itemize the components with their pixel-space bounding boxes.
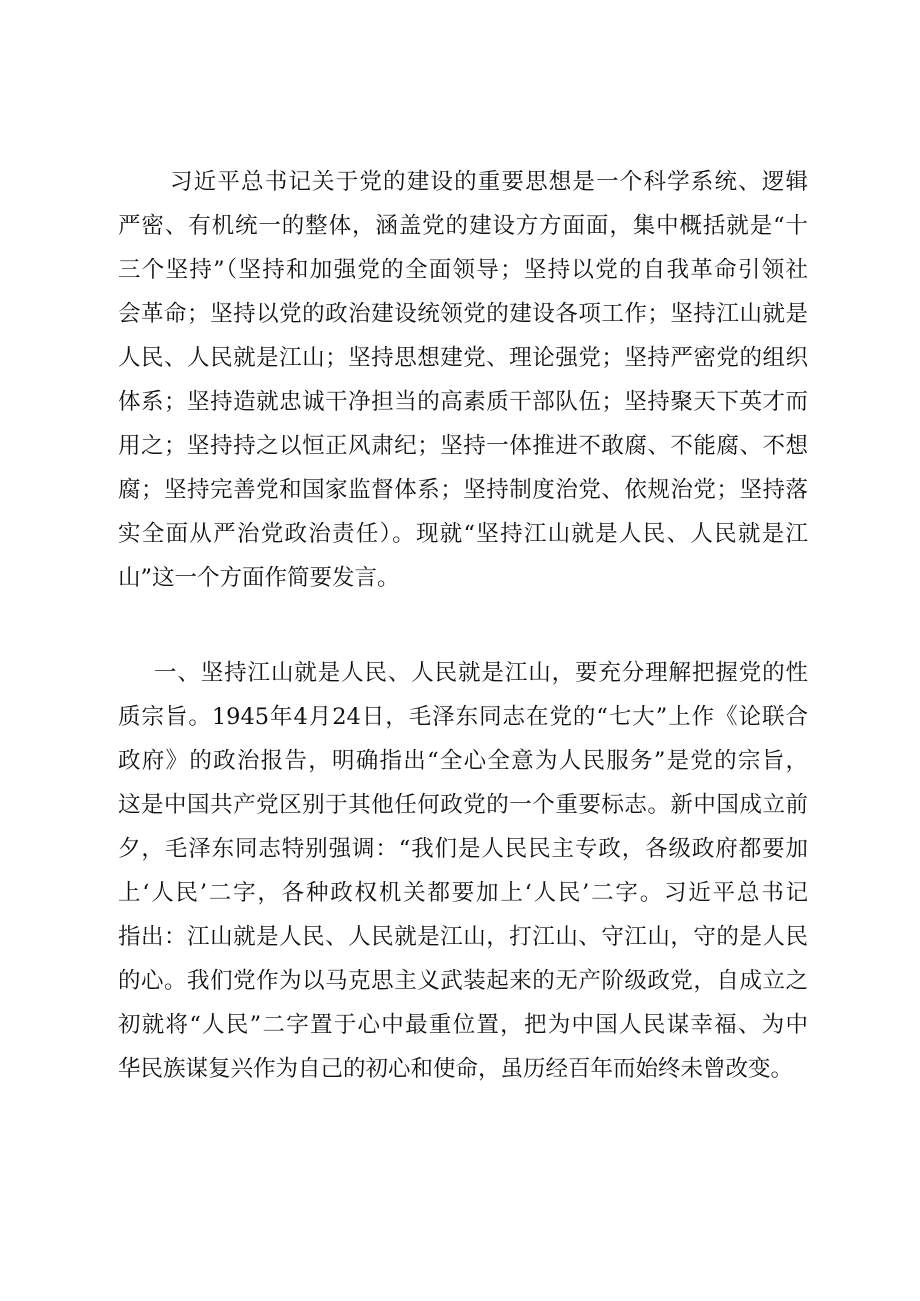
text-line: 上‘人民’二字，各种政权机关都要加上‘人民’二字。习近平总书记 xyxy=(118,880,808,906)
section-heading-line: 一、坚持江山就是人民、人民就是江山，要充分理解把握党的性 xyxy=(154,660,808,686)
text-line: 质宗旨。1945年4月24日，毛泽东同志在党的“七大”上作《论联合 xyxy=(118,704,808,730)
text-line: 指出：江山就是人民、人民就是江山，打江山、守江山，守的是人民 xyxy=(118,924,808,950)
text-line: 会革命；坚持以党的政治建设统领党的建设各项工作；坚持江山就是 xyxy=(118,301,808,327)
text-line: 山”这一个方面作简要发言。 xyxy=(118,565,400,591)
text-line: 三个坚持”（坚持和加强党的全面领导；坚持以党的自我革命引领社 xyxy=(118,257,808,283)
text-line: 初就将“人民”二字置于心中最重位置，把为中国人民谋幸福、为中 xyxy=(118,1012,808,1038)
text-line: 体系；坚持造就忠诚干净担当的高素质干部队伍；坚持聚天下英才而 xyxy=(118,389,808,415)
text-line: 实全面从严治党政治责任）。现就“坚持江山就是人民、人民就是江 xyxy=(118,521,808,547)
text-line: 这是中国共产党区别于其他任何政党的一个重要标志。新中国成立前 xyxy=(118,792,808,818)
paragraph-section-one xyxy=(118,651,808,1091)
text-line: 腐；坚持完善党和国家监督体系；坚持制度治党、依规治党；坚持落 xyxy=(118,477,808,503)
text-line: 人民、人民就是江山；坚持思想建党、理论强党；坚持严密党的组织 xyxy=(118,345,808,371)
text-line: 严密、有机统一的整体，涵盖党的建设方方面面，集中概括就是“十 xyxy=(118,213,808,239)
paragraph-intro xyxy=(118,160,808,600)
text-line: 习近平总书记关于党的建设的重要思想是一个科学系统、逻辑 xyxy=(170,169,808,195)
text-line: 的心。我们党作为以马克思主义武装起来的无产阶级政党，自成立之 xyxy=(118,968,808,994)
text-line: 华民族谋复兴作为自己的初心和使命，虽历经百年而始终未曾改变。 xyxy=(118,1056,794,1082)
text-line: 政府》的政治报告，明确指出“全心全意为人民服务”是党的宗旨， xyxy=(118,748,808,774)
text-line: 用之；坚持持之以恒正风肃纪；坚持一体推进不敢腐、不能腐、不想 xyxy=(118,433,808,459)
text-line: 夕，毛泽东同志特别强调：“我们是人民民主专政，各级政府都要加 xyxy=(118,836,808,862)
